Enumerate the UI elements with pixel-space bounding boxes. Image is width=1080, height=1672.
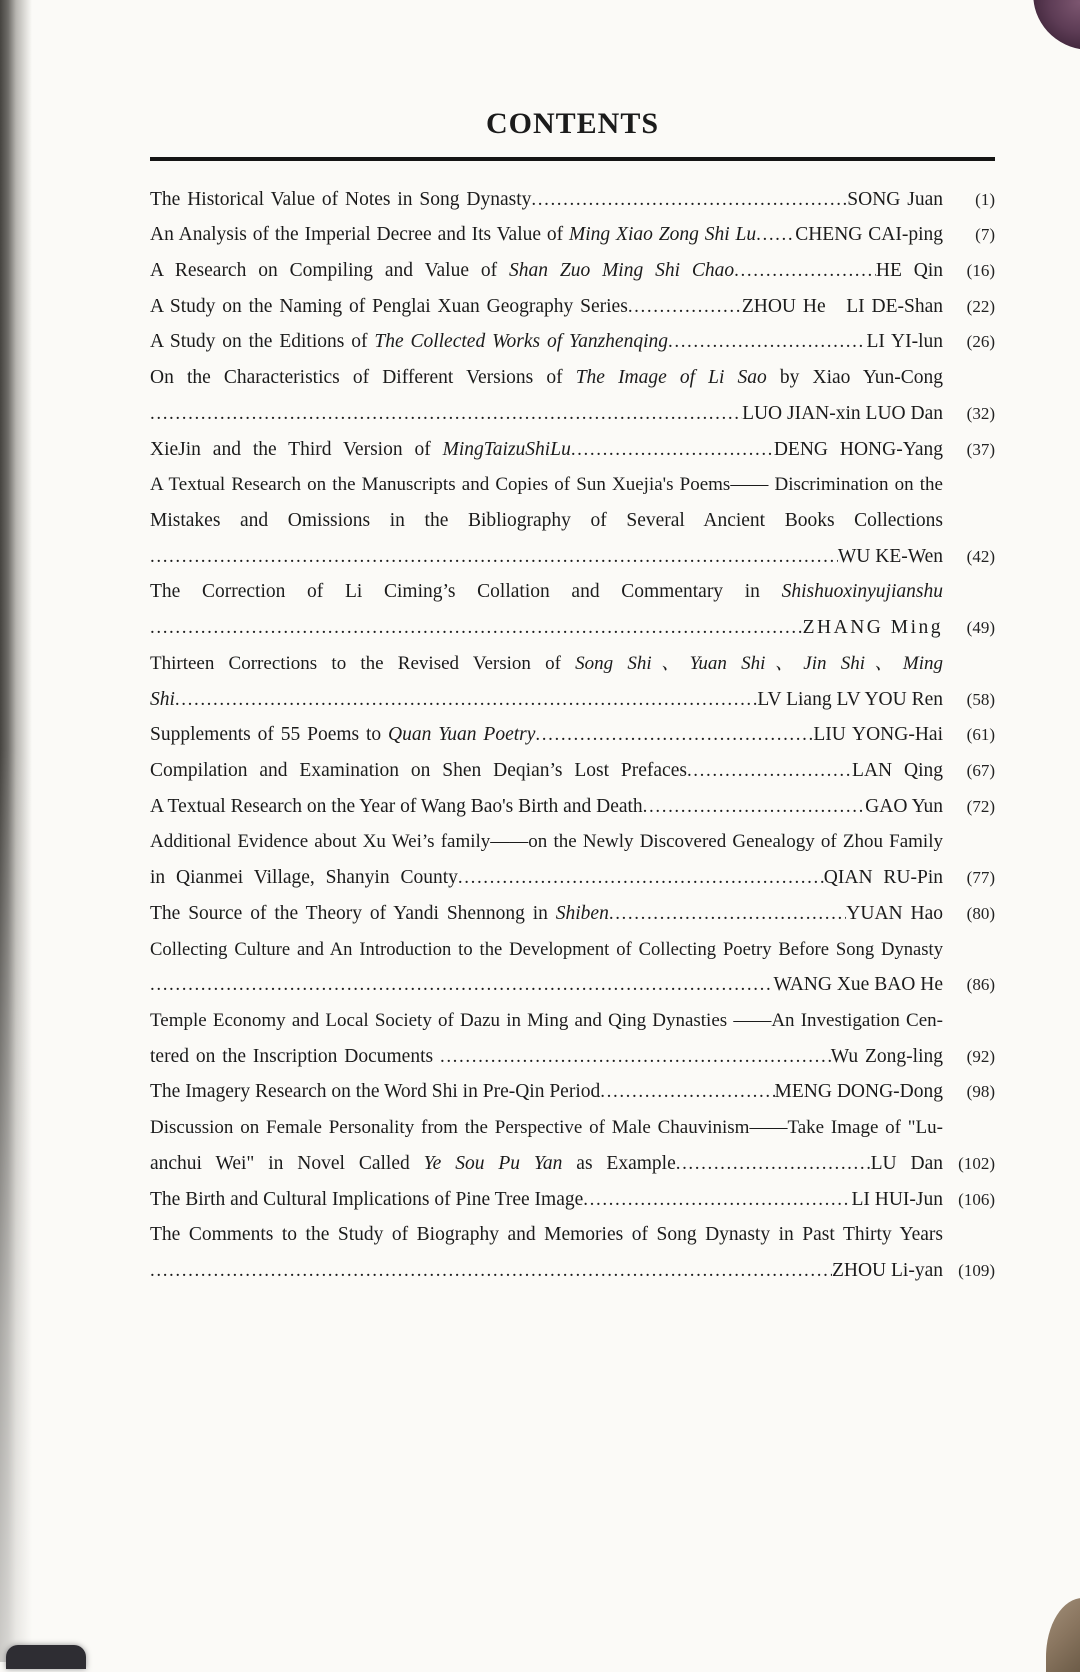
toc-line bbox=[150, 539, 995, 575]
entry-title-text: Temple Economy and Local Society of Dazu in Ming and Qing Dynasties ——An Investigation Cen- bbox=[150, 1010, 943, 1032]
toc-line-main bbox=[150, 753, 943, 789]
contents-page bbox=[150, 106, 995, 1289]
toc-line-main bbox=[150, 574, 943, 610]
entry-title-text: The Comments to the Study of Biography and Memories of Song Dynasty in Past Thirty Years bbox=[150, 1224, 943, 1246]
toc-line-main bbox=[150, 539, 943, 575]
author-name: LV Liang LV YOU Ren bbox=[757, 688, 943, 710]
toc-line bbox=[150, 753, 995, 789]
entry-title-text: anchui Wei" in Novel Called bbox=[150, 1152, 424, 1174]
page-number: (32) bbox=[966, 403, 995, 423]
toc-line-main bbox=[150, 1217, 943, 1253]
entry-title-text: The Birth and Cultural Implications of Pine Tree Image bbox=[150, 1188, 584, 1210]
toc-list bbox=[150, 182, 995, 1289]
title-rule bbox=[150, 157, 995, 161]
dot-leader bbox=[150, 967, 773, 1003]
entry-title-text: Additional Evidence about Xu Wei’s family——on the Newly Discovered Genealogy of Zhou Family bbox=[150, 831, 943, 853]
page-number: (67) bbox=[966, 761, 995, 780]
toc-line bbox=[150, 1074, 995, 1110]
page-number: (1) bbox=[975, 189, 995, 209]
toc-line-main bbox=[150, 1146, 943, 1182]
dot-leader bbox=[668, 324, 866, 360]
work-title-italic: Ming Xiao Zong Shi Lu bbox=[569, 224, 757, 246]
toc-line bbox=[150, 682, 995, 718]
author-name: HE Qin bbox=[875, 259, 943, 281]
entry-title-text: Discussion on Female Personality from the Perspective of Male Chauvinism——Take Image of "Lu- bbox=[150, 1117, 943, 1139]
entry-title-text: XieJin and the Third Version of bbox=[150, 438, 443, 460]
toc-line-main bbox=[150, 717, 943, 753]
author-name: LIU YONG-Hai bbox=[813, 724, 943, 746]
toc-line bbox=[150, 932, 995, 968]
toc-line bbox=[150, 1253, 995, 1289]
page-number: (58) bbox=[966, 689, 995, 709]
author-name: QIAN RU-Pin bbox=[823, 867, 943, 889]
toc-line-main bbox=[150, 1253, 943, 1289]
toc-line-main bbox=[150, 396, 943, 432]
work-title-italic: MingTaizuShiLu bbox=[442, 438, 571, 460]
toc-line bbox=[150, 574, 995, 610]
author-name: WU KE-Wen bbox=[837, 545, 943, 567]
dot-leader bbox=[175, 682, 757, 718]
author-name: ZHANG Ming bbox=[802, 617, 943, 639]
toc-line-main bbox=[150, 217, 943, 253]
entry-title-text: in Qianmei Village, Shanyin County bbox=[150, 867, 458, 889]
toc-line bbox=[150, 896, 995, 932]
work-title-italic: Quan Yuan Poetry bbox=[388, 724, 536, 746]
toc-line bbox=[150, 967, 995, 1003]
toc-line-main bbox=[150, 646, 943, 682]
toc-line-main bbox=[150, 182, 943, 218]
toc-line bbox=[150, 182, 995, 218]
dot-leader bbox=[628, 289, 742, 325]
toc-line bbox=[150, 467, 995, 503]
toc-line bbox=[150, 1039, 995, 1075]
entry-title-text: The Correction of Li Ciming’s Collation and Commentary in bbox=[150, 581, 782, 603]
toc-line bbox=[150, 360, 995, 396]
entry-title-text: A Textual Research on the Year of Wang Bao's Birth and Death bbox=[150, 795, 643, 817]
dot-leader bbox=[687, 753, 852, 789]
page-number: (7) bbox=[975, 225, 995, 245]
toc-line-main bbox=[150, 1110, 943, 1146]
page-number: (109) bbox=[958, 1261, 995, 1281]
toc-line-main bbox=[150, 896, 943, 932]
toc-line bbox=[150, 1182, 995, 1218]
toc-line-main bbox=[150, 467, 943, 503]
dot-leader bbox=[150, 1253, 832, 1289]
toc-line bbox=[150, 503, 995, 539]
work-title-italic: The Collected Works of Yanzhenqing bbox=[374, 331, 668, 353]
dot-leader bbox=[150, 610, 803, 646]
page-number: (16) bbox=[966, 260, 995, 280]
dot-leader bbox=[571, 432, 774, 468]
toc-line bbox=[150, 1110, 995, 1146]
page-number: (77) bbox=[966, 868, 995, 888]
entry-title-text: A Study on the Naming of Penglai Xuan Geography Series bbox=[150, 295, 628, 317]
entry-title-text: The Historical Value of Notes in Song Dynasty bbox=[150, 188, 532, 210]
toc-line-main bbox=[150, 824, 943, 860]
author-name: LI HUI-Jun bbox=[851, 1188, 943, 1210]
work-title-italic: The Image of Li Sao bbox=[575, 367, 767, 389]
page-number: (42) bbox=[966, 546, 995, 566]
entry-title-text: Thirteen Corrections to the Revised Version of bbox=[150, 652, 576, 674]
dot-leader bbox=[458, 860, 824, 896]
entry-title-text: A Textual Research on the Manuscripts and Copies of Sun Xuejia's Poems—— Discrimination on the bbox=[150, 474, 943, 496]
page-corner-mark-bottom-right bbox=[1046, 1598, 1080, 1672]
toc-line bbox=[150, 860, 995, 896]
toc-line-main bbox=[150, 432, 943, 468]
dot-leader bbox=[600, 1074, 774, 1110]
dot-leader bbox=[535, 717, 813, 753]
page-corner-mark-top-right bbox=[1025, 0, 1080, 51]
page-title: CONTENTS bbox=[485, 107, 660, 140]
work-title-italic: Shan Zuo Ming Shi Chao bbox=[508, 259, 735, 281]
author-name: LAN Qing bbox=[852, 760, 943, 781]
dot-leader bbox=[734, 253, 876, 289]
dot-leader bbox=[150, 539, 838, 575]
author-name: WANG Xue BAO He bbox=[773, 974, 943, 996]
toc-line bbox=[150, 1003, 995, 1039]
toc-line-main bbox=[150, 789, 943, 825]
work-title-italic: Ye Sou Pu Yan bbox=[423, 1152, 563, 1174]
page-number: (72) bbox=[966, 796, 995, 816]
page-number: (86) bbox=[966, 975, 995, 995]
toc-line-main bbox=[150, 503, 943, 539]
dot-leader bbox=[676, 1146, 871, 1182]
toc-line-main bbox=[150, 610, 943, 646]
page-number: (92) bbox=[966, 1046, 995, 1066]
entry-title-text: Compilation and Examination on Shen Deqian’s Lost Prefaces bbox=[150, 760, 687, 781]
author-name: CHENG CAI-ping bbox=[795, 224, 943, 246]
toc-line-main bbox=[150, 1182, 943, 1218]
page-number: (22) bbox=[966, 296, 995, 316]
work-title-italic: Song Shi、Yuan Shi、Jin Shi、Ming bbox=[575, 652, 943, 674]
toc-line-main bbox=[150, 932, 943, 968]
toc-line bbox=[150, 432, 995, 468]
toc-line-main bbox=[150, 682, 943, 718]
toc-line bbox=[150, 646, 995, 682]
toc-line bbox=[150, 824, 995, 860]
page-number: (26) bbox=[966, 332, 995, 352]
toc-line bbox=[150, 253, 995, 289]
toc-line-main bbox=[150, 289, 943, 325]
work-title-italic: Shiben bbox=[555, 902, 609, 924]
author-name: Wu Zong-ling bbox=[830, 1045, 943, 1067]
entry-title-text: tered on the Inscription Documents bbox=[150, 1045, 440, 1067]
author-name: SONG Juan bbox=[847, 188, 943, 210]
page-number: (61) bbox=[966, 725, 995, 745]
toc-line-main bbox=[150, 1039, 943, 1075]
toc-line-main bbox=[150, 860, 943, 896]
dot-leader bbox=[150, 396, 742, 432]
toc-line bbox=[150, 289, 995, 325]
page-number: (49) bbox=[966, 618, 995, 638]
page-number: (102) bbox=[958, 1153, 995, 1173]
dot-leader bbox=[583, 1182, 851, 1218]
author-name: MENG DONG-Dong bbox=[774, 1081, 943, 1103]
entry-title-text: as Example bbox=[562, 1152, 676, 1174]
toc-line bbox=[150, 324, 995, 360]
author-name: LU Dan bbox=[870, 1152, 943, 1174]
dot-leader bbox=[756, 217, 795, 253]
toc-line bbox=[150, 610, 995, 646]
toc-line-main bbox=[150, 253, 943, 289]
toc-line bbox=[150, 1217, 995, 1253]
dot-leader bbox=[440, 1039, 831, 1075]
toc-line-main bbox=[150, 967, 943, 1003]
page-number: (80) bbox=[966, 903, 995, 923]
entry-title-text: On the Characteristics of Different Versions of bbox=[150, 367, 576, 389]
toc-line bbox=[150, 717, 995, 753]
page-number: (106) bbox=[958, 1189, 995, 1209]
page-number: (37) bbox=[966, 439, 995, 459]
author-name: LUO JIAN-xin LUO Dan bbox=[742, 402, 943, 424]
entry-title-text: Mistakes and Omissions in the Bibliography of Several Ancient Books Collections bbox=[150, 509, 943, 531]
dot-leader bbox=[531, 182, 847, 218]
entry-title-text: A Study on the Editions of bbox=[150, 331, 375, 353]
author-name: GAO Yun bbox=[865, 795, 943, 817]
toc-line bbox=[150, 217, 995, 253]
toc-line bbox=[150, 396, 995, 432]
book-binding-shadow-fade bbox=[0, 0, 34, 1662]
entry-title-text: The Source of the Theory of Yandi Shennong in bbox=[150, 902, 556, 924]
toc-line-main bbox=[150, 1003, 943, 1039]
entry-title-text: The Imagery Research on the Word Shi in Pre-Qin Period bbox=[150, 1081, 601, 1103]
entry-title-text: An Analysis of the Imperial Decree and Its Value of bbox=[150, 224, 570, 246]
author-name: ZHOU He LI DE-Shan bbox=[741, 295, 943, 317]
dot-leader bbox=[643, 789, 866, 825]
toc-line-main bbox=[150, 324, 943, 360]
scan-mark-bottom-left bbox=[6, 1645, 86, 1669]
work-title-italic: Shishuoxinyujianshu bbox=[781, 581, 943, 603]
dot-leader bbox=[609, 896, 846, 932]
toc-line-main bbox=[150, 1074, 943, 1110]
entry-title-text: Supplements of 55 Poems to bbox=[150, 724, 389, 746]
toc-line bbox=[150, 1146, 995, 1182]
author-name: DENG HONG-Yang bbox=[773, 438, 943, 460]
entry-title-text: Collecting Culture and An Introduction to the Development of Collecting Poetry Before Song Dynasty bbox=[150, 938, 943, 960]
toc-line-main bbox=[150, 360, 943, 396]
author-name: LI YI-lun bbox=[866, 331, 943, 353]
author-name: ZHOU Li-yan bbox=[831, 1260, 943, 1282]
toc-line bbox=[150, 789, 995, 825]
entry-title-text: by Xiao Yun-Cong bbox=[766, 367, 943, 389]
page-number: (98) bbox=[966, 1082, 995, 1102]
work-title-italic: Shi bbox=[150, 688, 175, 710]
author-name: YUAN Hao bbox=[846, 902, 943, 924]
entry-title-text: A Research on Compiling and Value of bbox=[150, 259, 509, 281]
